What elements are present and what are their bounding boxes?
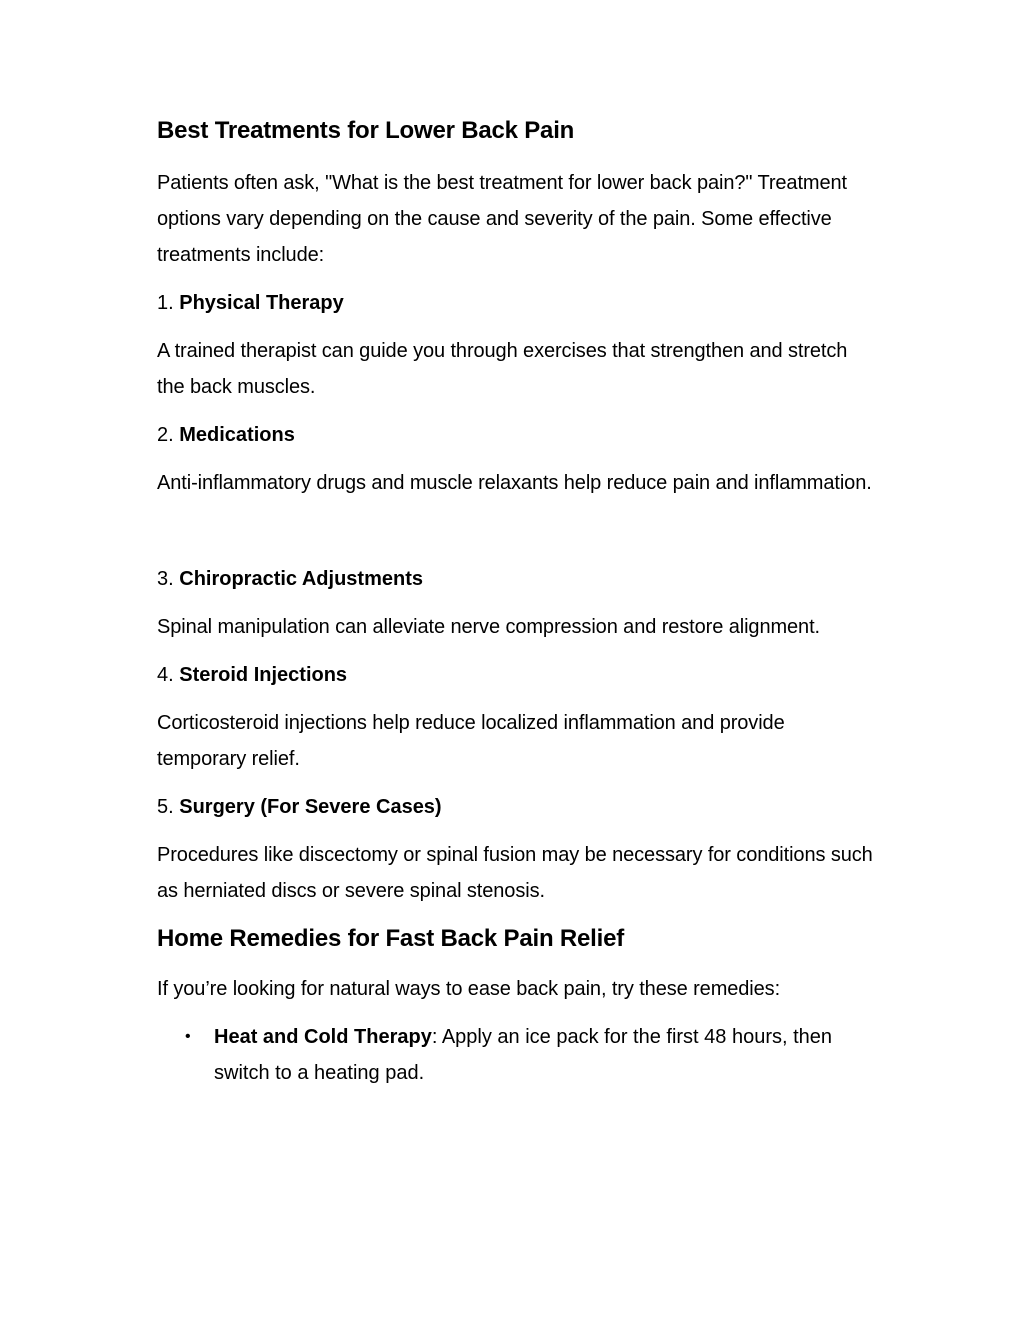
item-title: Steroid Injections (179, 664, 348, 686)
list-item (157, 1019, 877, 1091)
treatment-heading-chiropractic (157, 561, 877, 597)
treatment-description-physical-therapy: A trained therapist can guide you through exercises that strengthen and stretch the back muscles. (157, 340, 848, 398)
section-heading-home-remedies: Home Remedies for Fast Back Pain Relief (157, 925, 625, 952)
item-number: 1. (157, 292, 174, 314)
treatment-heading-medications (157, 417, 877, 453)
remedies-list (157, 1019, 877, 1091)
remedy-title: Heat and Cold Therapy (214, 1026, 432, 1048)
treatment-description-medications: Anti-inflammatory drugs and muscle relaxants help reduce pain and inflammation. (157, 472, 872, 494)
section-heading-best-treatments: Best Treatments for Lower Back Pain (157, 117, 575, 144)
item-title: Surgery (For Severe Cases) (179, 796, 442, 818)
item-number: 3. (157, 568, 174, 590)
treatment-description-surgery: Procedures like discectomy or spinal fusion may be necessary for conditions such as herniated discs or severe spinal stenosis. (157, 844, 873, 902)
bullet-icon: • (185, 1028, 191, 1045)
remedy-text: : Apply an ice pack for the first 48 hours, then switch to a heating pad. (214, 1026, 833, 1084)
item-title: Medications (179, 424, 295, 446)
item-number: 4. (157, 664, 174, 686)
treatment-heading-physical-therapy (157, 285, 877, 321)
item-number: 2. (157, 424, 174, 446)
item-number: 5. (157, 796, 174, 818)
home-remedies-intro: If you’re looking for natural ways to ease back pain, try these remedies: (157, 978, 781, 1000)
treatment-heading-steroid-injections (157, 657, 877, 693)
intro-paragraph: Patients often ask, "What is the best treatment for lower back pain?" Treatment options vary depending on the cause and severity of the pain. Some effective treatments include: (157, 172, 847, 266)
treatment-description-steroid-injections: Corticosteroid injections help reduce localized inflammation and provide temporary relief. (157, 712, 785, 770)
document-content (157, 113, 877, 1091)
item-title: Physical Therapy (179, 292, 344, 314)
treatment-heading-surgery (157, 789, 877, 825)
treatment-description-chiropractic: Spinal manipulation can alleviate nerve compression and restore alignment. (157, 616, 820, 638)
item-title: Chiropractic Adjustments (179, 568, 423, 590)
